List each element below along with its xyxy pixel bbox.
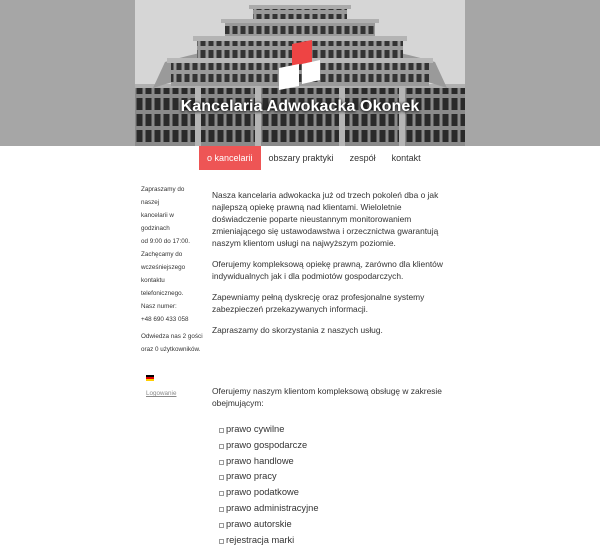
nav-item-o-kancelarii[interactable]: o kancelarii (199, 146, 261, 170)
sidebar-text-line: kancelarii w godzinach (141, 212, 174, 232)
nav-item-kontakt[interactable]: kontakt (391, 153, 421, 163)
visitor-count-line: Odwiedza nas 2 gości (141, 333, 203, 340)
services-intro: Oferujemy naszym klientom kompleksową obsługę w zakresie obejmującym: (212, 386, 442, 408)
sidebar-text-line: od 9:00 do 17:00. (141, 238, 191, 245)
sidebar-text-line: Zapraszamy do naszej (141, 186, 185, 206)
main-navigation (199, 146, 429, 170)
list-item: prawo pracy (212, 469, 457, 485)
list-item: prawo podatkowe (212, 485, 457, 501)
nav-item-obszary-praktyki[interactable]: obszary praktyki (268, 153, 334, 163)
office-hours-info (141, 183, 204, 326)
header-side-panel-left (0, 0, 135, 146)
sidebar (141, 183, 204, 400)
german-flag-icon[interactable] (146, 375, 154, 381)
sidebar-text-line: kontaktu telefonicznego. (141, 277, 184, 297)
offer-paragraph: Oferujemy kompleksową opiekę prawną, zarówno dla klientów indywidualnych jak i dla podmiotów gospodarczych. (212, 259, 443, 281)
invitation-paragraph: Zapraszamy do skorzystania z naszych usług. (212, 325, 383, 335)
content-spacer (212, 345, 457, 385)
list-item: prawo handlowe (212, 454, 457, 470)
visitor-count-line: oraz 0 użytkowników. (141, 346, 201, 353)
visitor-counter (141, 330, 204, 356)
sidebar-text-line: Nasz numer: (141, 303, 177, 310)
list-item: rejestracja marki (212, 533, 457, 549)
site-title[interactable]: Kancelaria Adwokacka Okonek (180, 98, 420, 115)
nav-item-zespol[interactable]: zespół (349, 153, 376, 163)
header-side-panel-right (465, 0, 600, 146)
list-item: prawo gospodarcze (212, 438, 457, 454)
intro-paragraph: Nasza kancelaria adwokacka już od trzech pokoleń dba o jak najlepszą opiekę prawną nad klientami. Wieloletnie doświadczenie poparte nieustannym monitorowaniem zmieniającego się ustawodawstwa i orzecznictwa gwarantują naszym klientom usługi na najwyższym poziomie. (212, 190, 439, 248)
list-item: prawo cywilne (212, 422, 457, 438)
services-list (212, 422, 457, 548)
red-white-squares-logo (274, 40, 324, 96)
phone-number: +48 690 433 058 (141, 316, 189, 323)
sidebar-text-line: Zachęcamy do (141, 251, 183, 258)
sidebar-text-line: wcześniejszego (141, 264, 186, 271)
main-content (212, 189, 457, 548)
discretion-paragraph: Zapewniamy pełną dyskrecję oraz profesjonalne systemy zabezpieczeń przekazywanych informacji. (212, 292, 425, 314)
header-banner (135, 0, 465, 146)
list-item: prawo autorskie (212, 517, 457, 533)
login-link[interactable]: Logowanie (146, 390, 177, 397)
list-item: prawo administracyjne (212, 501, 457, 517)
